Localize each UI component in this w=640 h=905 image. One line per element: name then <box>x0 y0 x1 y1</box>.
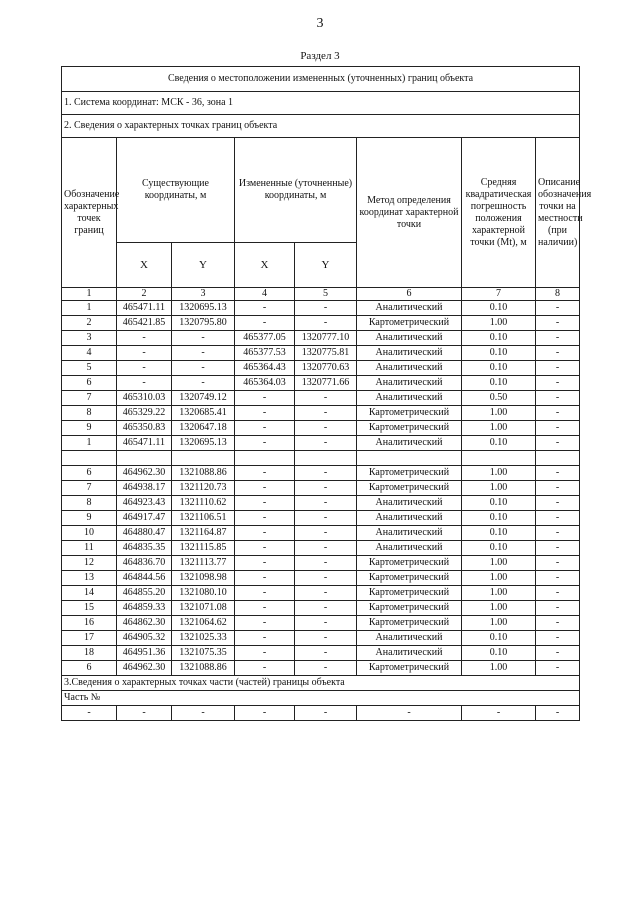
table-cell: - <box>536 511 580 526</box>
table-cell: 0.10 <box>462 376 536 391</box>
table-cell: - <box>536 586 580 601</box>
table-cell: - <box>536 316 580 331</box>
table-cell: 1.00 <box>462 661 536 676</box>
table-cell: - <box>536 631 580 646</box>
table-cell: Картометрический <box>357 316 462 331</box>
table-cell: 1321120.73 <box>172 481 235 496</box>
table-cell: - <box>295 586 357 601</box>
table-cell: Картометрический <box>357 571 462 586</box>
table-cell: Картометрический <box>357 601 462 616</box>
table-cell: 7 <box>62 391 117 406</box>
table-cell: 5 <box>62 361 117 376</box>
table-cell: Аналитический <box>357 301 462 316</box>
table-cell: 0.50 <box>462 391 536 406</box>
table-cell: - <box>117 361 172 376</box>
table-cell: - <box>235 571 295 586</box>
table-row <box>62 481 580 496</box>
column-number-cell: 2 <box>117 288 172 301</box>
table-row <box>62 346 580 361</box>
column-number-cell: 1 <box>62 288 117 301</box>
table-cell: - <box>295 301 357 316</box>
table-cell: 1.00 <box>462 616 536 631</box>
table-cell: Аналитический <box>357 646 462 661</box>
table-cell: - <box>235 706 295 721</box>
table-cell: 464962.30 <box>117 466 172 481</box>
header-rms-error: Средняя квадратическая погрешность положения характерной точки (Mt), м <box>462 138 536 288</box>
table-cell: 0.10 <box>462 646 536 661</box>
table-cell: 6 <box>62 466 117 481</box>
table-cell: 1 <box>62 436 117 451</box>
table-row <box>62 316 580 331</box>
table-cell: - <box>536 466 580 481</box>
table-cell: 13 <box>62 571 117 586</box>
column-number-cell: 5 <box>295 288 357 301</box>
table-row <box>62 496 580 511</box>
table-cell: 16 <box>62 616 117 631</box>
table-cell: - <box>536 331 580 346</box>
table-cell: - <box>235 436 295 451</box>
table-cell: 1321113.77 <box>172 556 235 571</box>
table-cell: 17 <box>62 631 117 646</box>
header-changed-x: X <box>235 243 295 288</box>
table-cell: 1321075.35 <box>172 646 235 661</box>
header-existing-y: Y <box>172 243 235 288</box>
table-cell: - <box>536 556 580 571</box>
table-cell: 2 <box>62 316 117 331</box>
table-cell: 1320647.18 <box>172 421 235 436</box>
table-cell: 3 <box>62 331 117 346</box>
table-cell: 0.10 <box>462 331 536 346</box>
table-cell: - <box>295 481 357 496</box>
table-cell: 1 <box>62 301 117 316</box>
table-title: Сведения о местоположении измененных (уточненных) границ объекта <box>62 67 580 92</box>
table-cell: 18 <box>62 646 117 661</box>
table-cell: 464880.47 <box>117 526 172 541</box>
table-cell: - <box>536 706 580 721</box>
table-cell: 9 <box>62 421 117 436</box>
table-cell: - <box>235 481 295 496</box>
table-cell: 464844.56 <box>117 571 172 586</box>
table-cell: 0.10 <box>462 631 536 646</box>
table-cell: - <box>295 601 357 616</box>
table-cell: 0.10 <box>462 436 536 451</box>
table-cell: - <box>172 346 235 361</box>
table-cell: 7 <box>62 481 117 496</box>
table-cell: Аналитический <box>357 331 462 346</box>
table-row <box>62 526 580 541</box>
table-cell: - <box>295 466 357 481</box>
table-cell: - <box>536 301 580 316</box>
table-cell: - <box>295 391 357 406</box>
table-cell: 11 <box>62 541 117 556</box>
part-number-label: Часть № <box>62 691 580 706</box>
table-cell: 465329.22 <box>117 406 172 421</box>
table-cell: - <box>295 541 357 556</box>
table-cell: 464836.70 <box>117 556 172 571</box>
table-cell: Картометрический <box>357 481 462 496</box>
table-cell: 465377.53 <box>235 346 295 361</box>
table-cell: - <box>235 661 295 676</box>
table-cell: - <box>536 526 580 541</box>
table-cell: - <box>235 646 295 661</box>
table-cell: 0.10 <box>462 541 536 556</box>
parts-section-heading: 3.Сведения о характерных точках части (частей) границы объекта <box>62 676 580 691</box>
table-cell: - <box>235 496 295 511</box>
table-cell: 0.10 <box>462 526 536 541</box>
table-cell: - <box>235 631 295 646</box>
table-cell: - <box>295 436 357 451</box>
table-cell: - <box>536 346 580 361</box>
table-cell: - <box>235 466 295 481</box>
table-row <box>62 376 580 391</box>
table-row <box>62 436 580 451</box>
table-cell: - <box>172 331 235 346</box>
table-cell: 465471.11 <box>117 301 172 316</box>
table-cell: 1321110.62 <box>172 496 235 511</box>
table-cell: 1320795.80 <box>172 316 235 331</box>
table-cell: 0.10 <box>462 301 536 316</box>
table-cell: 9 <box>62 511 117 526</box>
table-cell: 14 <box>62 586 117 601</box>
table-cell: Аналитический <box>357 436 462 451</box>
table-cell: - <box>235 421 295 436</box>
table-cell: Картометрический <box>357 466 462 481</box>
table-cell: - <box>536 406 580 421</box>
table-cell: 1.00 <box>462 601 536 616</box>
coordinate-system: 1. Система координат: МСК - 36, зона 1 <box>62 92 580 115</box>
table-cell: - <box>536 421 580 436</box>
table-row <box>62 301 580 316</box>
table-cell: - <box>295 616 357 631</box>
table-cell: 1321088.86 <box>172 466 235 481</box>
table-cell: Аналитический <box>357 361 462 376</box>
table-cell: 464859.33 <box>117 601 172 616</box>
column-numbers-row <box>62 288 580 301</box>
table-cell: - <box>462 706 536 721</box>
table-cell: 0.10 <box>462 496 536 511</box>
table-cell: 6 <box>62 376 117 391</box>
table-cell: 1321064.62 <box>172 616 235 631</box>
page-number: 3 <box>316 16 324 31</box>
table-row <box>62 556 580 571</box>
table-cell: - <box>536 481 580 496</box>
table-cell: - <box>536 646 580 661</box>
table-cell: - <box>536 601 580 616</box>
table-cell: - <box>117 346 172 361</box>
table-cell: - <box>295 511 357 526</box>
table-cell: - <box>536 541 580 556</box>
table-cell: 1321088.86 <box>172 661 235 676</box>
table-cell: 1.00 <box>462 316 536 331</box>
column-number-cell: 8 <box>536 288 580 301</box>
table-cell: - <box>536 436 580 451</box>
table-cell: - <box>536 361 580 376</box>
table-cell: 1321115.85 <box>172 541 235 556</box>
table-cell: 464862.30 <box>117 616 172 631</box>
table-cell: Картометрический <box>357 661 462 676</box>
parts-data-row <box>62 706 580 721</box>
column-number-cell: 7 <box>462 288 536 301</box>
table-row <box>62 391 580 406</box>
boundary-points-table <box>61 66 592 721</box>
table-row <box>62 511 580 526</box>
table-cell: Картометрический <box>357 616 462 631</box>
table-cell: - <box>117 331 172 346</box>
table-cell: Картометрический <box>357 556 462 571</box>
header-changed-coords: Измененные (уточненные) координаты, м <box>235 138 357 243</box>
table-cell: Аналитический <box>357 631 462 646</box>
table-cell: 1.00 <box>462 571 536 586</box>
table-cell: - <box>235 586 295 601</box>
table-cell: - <box>295 406 357 421</box>
table-cell: 1320695.13 <box>172 301 235 316</box>
table-cell: Картометрический <box>357 586 462 601</box>
table-row <box>62 541 580 556</box>
header-method: Метод определения координат характерной точки <box>357 138 462 288</box>
table-cell: - <box>295 571 357 586</box>
table-cell: - <box>295 646 357 661</box>
header-existing-x: X <box>117 243 172 288</box>
table-cell: Аналитический <box>357 391 462 406</box>
table-cell: 1320775.81 <box>295 346 357 361</box>
table-cell: 1321071.08 <box>172 601 235 616</box>
table-cell: 1.00 <box>462 421 536 436</box>
table-cell: 15 <box>62 601 117 616</box>
table-cell: - <box>235 391 295 406</box>
table-cell: 1321098.98 <box>172 571 235 586</box>
table-cell: 6 <box>62 661 117 676</box>
table-cell: - <box>235 511 295 526</box>
table-cell: 1.00 <box>462 406 536 421</box>
table-cell: Аналитический <box>357 496 462 511</box>
table-cell: 1321164.87 <box>172 526 235 541</box>
table-cell: - <box>235 556 295 571</box>
header-description: Описание обозначения точки на местности (при наличии) <box>536 138 580 288</box>
table-cell: - <box>357 706 462 721</box>
table-cell: 465421.85 <box>117 316 172 331</box>
table-cell: - <box>117 376 172 391</box>
table-cell: - <box>172 706 235 721</box>
table-cell: 465377.05 <box>235 331 295 346</box>
table-cell: - <box>536 496 580 511</box>
table-cell: - <box>295 661 357 676</box>
table-cell: 1320695.13 <box>172 436 235 451</box>
table-row <box>62 646 580 661</box>
table-cell: - <box>172 376 235 391</box>
table-row <box>62 661 580 676</box>
column-number-cell: 4 <box>235 288 295 301</box>
section-title: Раздел 3 <box>300 50 340 62</box>
table-cell: - <box>235 526 295 541</box>
table-cell: 0.10 <box>462 361 536 376</box>
table-cell: 12 <box>62 556 117 571</box>
table-cell: 0.10 <box>462 346 536 361</box>
table-row <box>62 601 580 616</box>
table-cell: - <box>536 391 580 406</box>
table-cell: - <box>117 706 172 721</box>
table-cell: 1.00 <box>462 586 536 601</box>
table-cell: 465364.43 <box>235 361 295 376</box>
table-cell: 1321106.51 <box>172 511 235 526</box>
table-cell: - <box>536 376 580 391</box>
table-row <box>62 466 580 481</box>
table-cell: 1320771.66 <box>295 376 357 391</box>
table-cell: - <box>295 556 357 571</box>
table-row <box>62 421 580 436</box>
table-cell: 464962.30 <box>117 661 172 676</box>
table-cell: 464855.20 <box>117 586 172 601</box>
table-cell: Аналитический <box>357 376 462 391</box>
header-changed-y: Y <box>295 243 357 288</box>
table-cell: - <box>235 541 295 556</box>
table-cell: - <box>295 631 357 646</box>
table-row <box>62 631 580 646</box>
table-cell: 1320770.63 <box>295 361 357 376</box>
table-cell: - <box>235 316 295 331</box>
table-cell: 1.00 <box>462 481 536 496</box>
table-cell: 465471.11 <box>117 436 172 451</box>
table-cell: - <box>536 616 580 631</box>
table-cell: - <box>536 661 580 676</box>
table-cell: 4 <box>62 346 117 361</box>
table-row <box>62 616 580 631</box>
table-row <box>62 586 580 601</box>
table-row <box>62 331 580 346</box>
table-cell: 464938.17 <box>117 481 172 496</box>
table-cell: 465310.03 <box>117 391 172 406</box>
table-cell: 8 <box>62 406 117 421</box>
table-cell: 465364.03 <box>235 376 295 391</box>
table-cell: - <box>295 496 357 511</box>
table-cell: Аналитический <box>357 541 462 556</box>
table-cell: - <box>235 406 295 421</box>
table-cell: Аналитический <box>357 511 462 526</box>
blank-separator-row <box>62 451 580 466</box>
table-cell: - <box>295 316 357 331</box>
table-cell: - <box>62 706 117 721</box>
header-designation: Обозначение характерных точек границ <box>62 138 117 288</box>
table-cell: - <box>235 601 295 616</box>
table-cell: - <box>235 616 295 631</box>
table-cell: 1320777.10 <box>295 331 357 346</box>
table-cell: 464951.36 <box>117 646 172 661</box>
table-cell: 10 <box>62 526 117 541</box>
points-section-heading: 2. Сведения о характерных точках границ объекта <box>62 115 580 138</box>
table-cell: - <box>295 526 357 541</box>
column-number-cell: 6 <box>357 288 462 301</box>
table-cell: 1321025.33 <box>172 631 235 646</box>
table-cell: 465350.83 <box>117 421 172 436</box>
table-cell: 1.00 <box>462 556 536 571</box>
table-cell: Картометрический <box>357 421 462 436</box>
table-cell: - <box>295 421 357 436</box>
table-row <box>62 571 580 586</box>
table-cell: 1321080.10 <box>172 586 235 601</box>
table-cell: 0.10 <box>462 511 536 526</box>
table-cell: 464905.32 <box>117 631 172 646</box>
table-cell: 1320749.12 <box>172 391 235 406</box>
table-cell: - <box>536 571 580 586</box>
column-number-cell: 3 <box>172 288 235 301</box>
table-cell: 8 <box>62 496 117 511</box>
table-cell: - <box>295 706 357 721</box>
header-existing-coords: Существующие координаты, м <box>117 138 235 243</box>
table-cell: - <box>172 361 235 376</box>
table-cell: 464835.35 <box>117 541 172 556</box>
table-cell: Аналитический <box>357 526 462 541</box>
table-cell: Аналитический <box>357 346 462 361</box>
table-cell: 464917.47 <box>117 511 172 526</box>
table-cell: Картометрический <box>357 406 462 421</box>
table-row <box>62 361 580 376</box>
table-cell: - <box>235 301 295 316</box>
table-row <box>62 406 580 421</box>
table-cell: 464923.43 <box>117 496 172 511</box>
table-cell: 1320685.41 <box>172 406 235 421</box>
table-cell: 1.00 <box>462 466 536 481</box>
